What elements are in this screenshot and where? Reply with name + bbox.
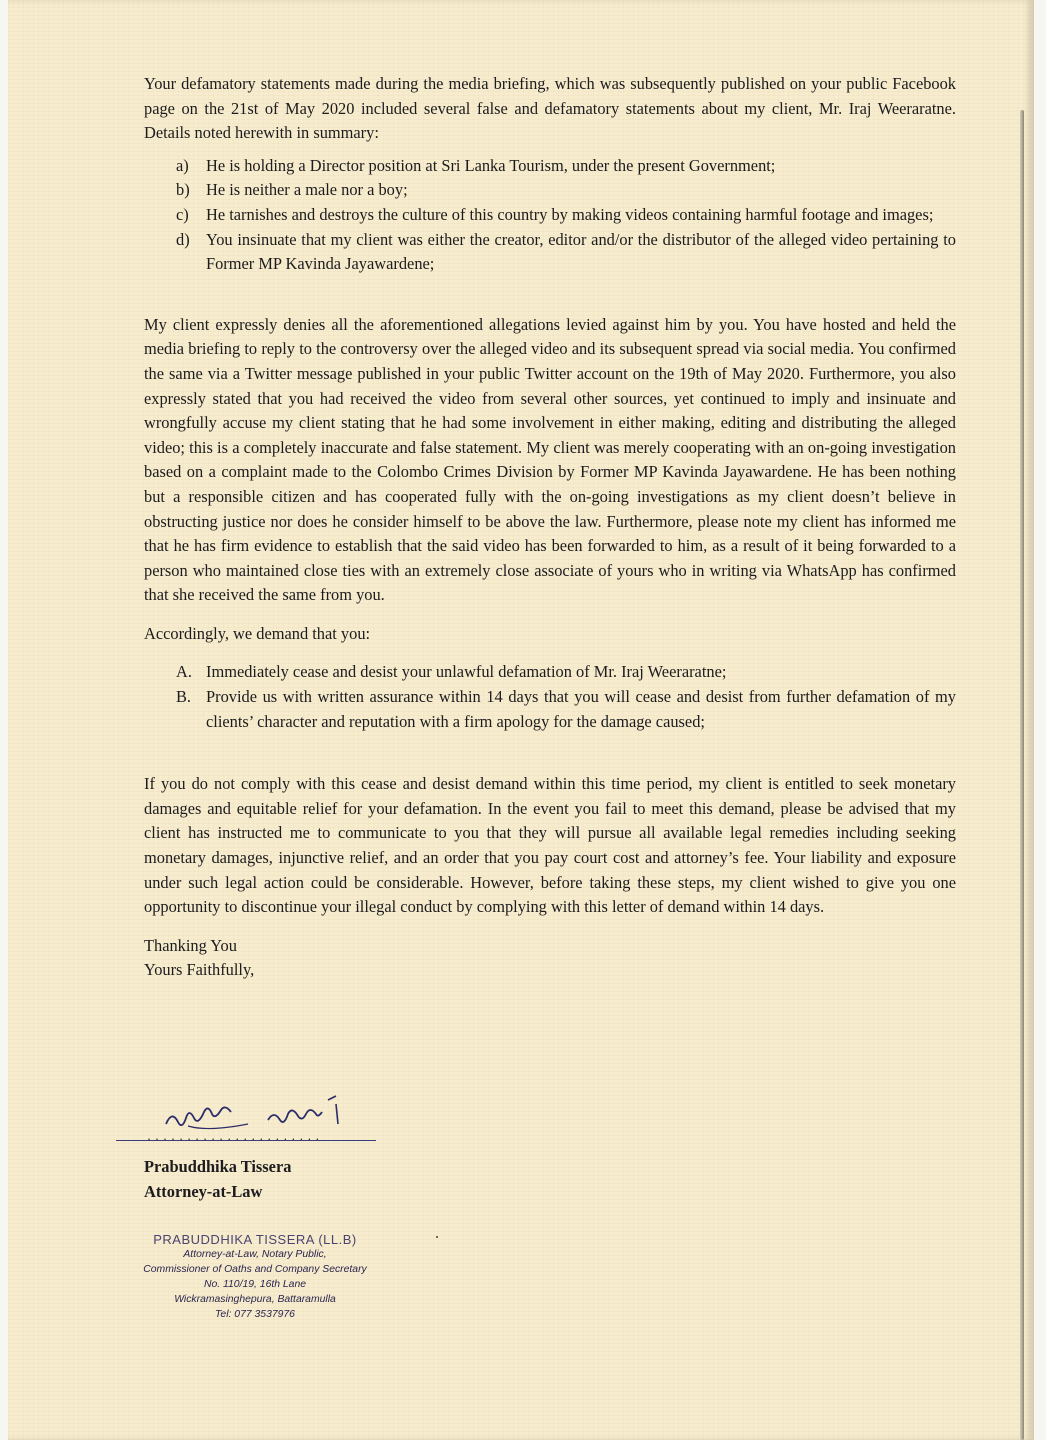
stamp-line: Attorney-at-Law, Notary Public, [183, 1249, 327, 1260]
list-item: d) You insinuate that my client was either the creator, editor and/or the distributor of the alleged video pertaining to Former MP Kavinda Jayawardene; [176, 229, 956, 274]
signatory-name: Prabuddhika Tissera [144, 1157, 292, 1176]
closing-thanks: Thanking You [144, 935, 237, 955]
signatory-title: Attorney-at-Law [144, 1182, 263, 1201]
warning-paragraph: If you do not comply with this cease and desist demand within this time period, my client is entitled to seek monetary damages and equitable relief for your defamation. In the event you fail to meet this demand, please be advised that my client has instructed me to communicate to you that they will pursue all available legal remedies including seeking monetary damages, injunctive relief, and an order that you pay court cost and attorney’s fee. Your liability and exposure under such legal action could be considerable. However, before taking these steps, my client wished to give you one opportunity to discontinue your illegal conduct by complying with this letter of demand within 14 days. [144, 774, 956, 917]
stamp-line: Wickramasinghepura, Battaramulla [174, 1294, 336, 1305]
denial-paragraph: My client expressly denies all the aforementioned allegations levied against him by you. You have hosted and held the media briefing to reply to the controversy over the alleged video and its subsequent spread via social media. You confirmed the same via a Twitter message published in your public Twitter account on the 19th of May 2020. Furthermore, you also expressly stated that you had received the video from several other sources, yet continued to imply and insinuate and wrongfully accuse my client stating that he had some involvement in either making, editing and distributing the alleged video; this is a completely inaccurate and false statement. My client was merely cooperating with an on-going investigation based on a complaint made to the Colombo Crimes Division by Former MP Kavinda Jayawardene. He has been nothing but a responsible citizen and has cooperated fully with the on-going investigations as my client doesn’t believe in obstructing justice nor does he consider himself to be above the law. Furthermore, please note my client has informed me that he has firm evidence to establish that the said video has been forwarded to him, as a result of it being forwarded to a person who maintained close ties with an extremely close associate of yours who in writing via WhatsApp has confirmed that she received the same from you. [144, 314, 956, 605]
stamp-line: Tel: 077 3537976 [215, 1309, 295, 1320]
letter-body [144, 72, 956, 983]
signatory [144, 1154, 291, 1204]
stamp-line: Commissioner of Oaths and Company Secretary [143, 1264, 367, 1275]
letter-paper [8, 0, 1034, 1440]
list-item: a) He is holding a Director position at Sri Lanka Tourism, under the present Government; [176, 155, 776, 175]
closing-faithfully: Yours Faithfully, [144, 960, 255, 980]
demand-intro: Accordingly, we demand that you: [144, 623, 371, 643]
list-item: B. Provide us with written assurance within 14 days that you will cease and desist from further defamation of my clients’ character and reputation with a firm apology for the damage caused; [176, 687, 956, 731]
ink-speck [436, 1236, 438, 1238]
signature-dots: ...................... [146, 1132, 323, 1143]
attorney-stamp [120, 1232, 390, 1322]
demands-list [144, 660, 956, 734]
list-item: c) He tarnishes and destroys the culture of this country by making videos containing harmful footage and images; [176, 204, 934, 224]
paper-edge [1020, 110, 1024, 1440]
stamp-line: No. 110/19, 16th Lane [203, 1279, 307, 1290]
list-item: A. Immediately cease and desist your unlawful defamation of Mr. Iraj Weeraratne; [176, 662, 727, 682]
stamp-name: PRABUDDHIKA TISSERA (LL.B) [153, 1232, 357, 1247]
intro-paragraph: Your defamatory statements made during the media briefing, which was subsequently published on your public Facebook page on the 21st of May 2020 included several false and defamatory statements about my client, Mr. Iraj Weeraratne. Details noted herewith in summary: [144, 74, 956, 143]
signature-line [116, 1140, 376, 1141]
list-item: b) He is neither a male nor a boy; [176, 180, 408, 200]
allegations-list [144, 154, 956, 277]
signature-block [108, 1096, 408, 1206]
